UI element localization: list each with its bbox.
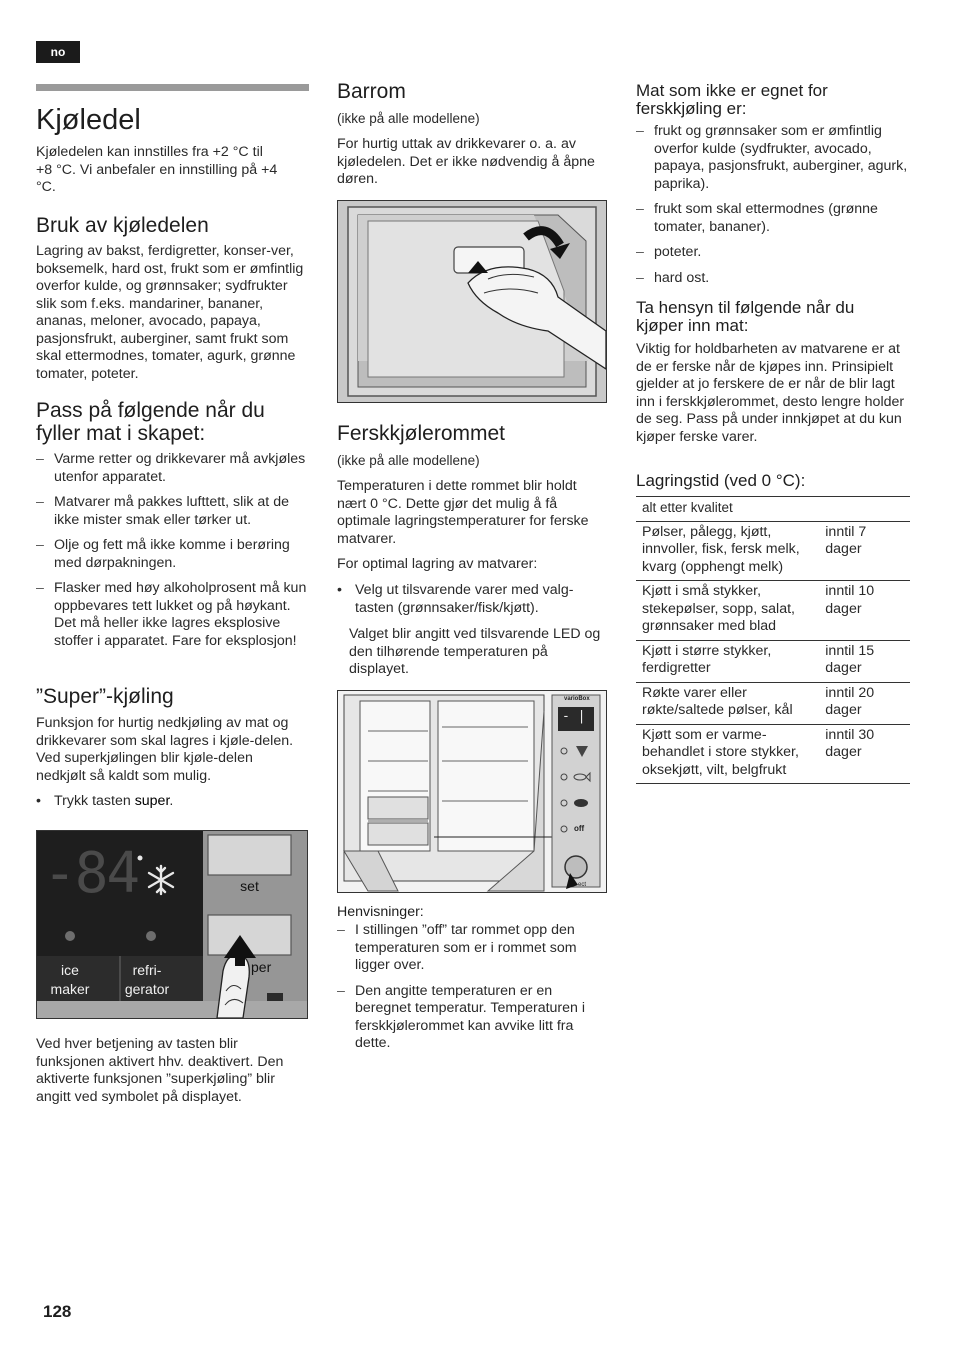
- variobox-display: - |: [562, 709, 586, 724]
- variobox-brand: varioBox: [564, 696, 590, 702]
- off-label: off: [574, 824, 585, 833]
- barrom-figure: [337, 200, 607, 403]
- fersk-bullet-list: [337, 582, 603, 625]
- set-button[interactable]: set: [240, 878, 259, 894]
- list-item: – Matvarer må pakkes lufttett, slik at de ikke mister smak eller tørker ut.: [36, 494, 308, 529]
- list-item: – I stillingen ”off” tar rommet opp den temperaturen som er i rommet som ligger over.: [337, 922, 603, 975]
- fersk-note: (ikke på alle modellene): [337, 453, 480, 468]
- intro-text: Kjøledelen kan innstilles fra +2 °C til +8 °C. Vi anbefaler en innstilling på +4 °C.: [36, 144, 278, 195]
- buy-heading: Ta hensyn til følgende når du kjøper inn mat:: [636, 298, 855, 335]
- barrom-note: (ikke på alle modellene): [337, 111, 480, 126]
- notes-list: [337, 922, 603, 1061]
- fersk-text2: For optimal lagring av matvarer:: [337, 556, 538, 572]
- list-item: • Trykk tasten super.: [36, 793, 308, 811]
- super-key-label: super: [134, 793, 170, 809]
- list-item: – poteter.: [636, 244, 908, 262]
- page-title: Kjøledel: [36, 104, 141, 136]
- panel-display-digits: -84: [43, 841, 139, 906]
- table-row: Kjøtt som er varme-behandlet i store stykker, oksekjøtt, vilt, belgfrukt inntil 30 dager: [636, 724, 910, 784]
- unsuitable-list: [636, 123, 908, 295]
- storage-table: [636, 496, 910, 784]
- select-button-label[interactable]: ect: [578, 882, 587, 888]
- list-item: – Olje og fett må ikke komme i berøring med dørpakningen.: [36, 537, 308, 572]
- list-item: – frukt som skal ettermodnes (grønne tomater, bananer).: [636, 201, 908, 236]
- control-panel-figure: [36, 830, 308, 1019]
- fersk-bullet-cont: Valget blir angitt ved tilsvarende LED og den tilhørende temperaturen på displayet.: [349, 626, 601, 677]
- super-text: Funksjon for hurtig nedkjøling av mat og drikkevarer som skal lagres i kjøle-delen. Ved superkjølingen blir kjøle-delen nedkjølt så kaldt som mulig.: [36, 715, 294, 784]
- ice-maker-label: ice maker: [50, 962, 90, 997]
- list-item: – Den angitte temperaturen er en beregnet temperatur. Temperaturen i ferskkjølerommet kan avvike litt fra dette.: [337, 983, 603, 1053]
- bruk-heading: Bruk av kjøledelen: [36, 214, 209, 237]
- pass-heading: Pass på følgende når du fyller mat i skapet:: [36, 399, 265, 445]
- after-text: Ved hver betjening av tasten blir funksjonen aktivert hhv. deaktivert. Den aktiverte funksjonen ”superkjøling” blir angitt ved symbolet på displayet.: [36, 1036, 284, 1105]
- meat-icon: [574, 799, 588, 807]
- barrom-heading: Barrom: [337, 80, 406, 103]
- list-item: • Velg ut tilsvarende varer med valg-tasten (grønnsaker/fisk/kjøtt).: [337, 582, 603, 617]
- list-item: – Varme retter og drikkevarer må avkjøles utenfor apparatet.: [36, 451, 308, 486]
- list-item: – hard ost.: [636, 270, 908, 288]
- bruk-text: Lagring av bakst, ferdigretter, konser-ver, boksemelk, hard ost, frukt som er ømfintlig overfor kulde, og grønnsaker; sydfrukter slik som f.eks. mandariner, bananer, ananas, meloner, avocado, papaya, pasjonsfrukt, auberginer, samt frukt som skal ettermodnes, tomater, agurk, grønne tomater, poteter.: [36, 243, 304, 382]
- super-bullet: [36, 793, 308, 819]
- table-header: alt etter kvalitet: [636, 497, 910, 522]
- table-row: Kjøtt i større stykker, ferdigretter inntil 15 dager: [636, 640, 910, 682]
- variobox-figure: [337, 690, 607, 893]
- barrom-text: For hurtig uttak av drikkevarer o. a. av kjøledelen. Det er ikke nødvendig å åpne døren.: [337, 136, 595, 187]
- table-row: Kjøtt i små stykker, stekepølser, sopp, salat, grønnsaker med blad inntil 10 dager: [636, 581, 910, 641]
- table-row: Pølser, pålegg, kjøtt, innvoller, fisk, fersk melk, kvarg (opphengt melk) inntil 7 dager: [636, 521, 910, 581]
- pass-list: [36, 451, 308, 658]
- notes-heading: Henvisninger:: [337, 904, 424, 920]
- buy-text: Viktig for holdbarheten av matvarene er at de er ferske når de kjøpes inn. Prinsipielt gjelder at jo ferskere de er når de blir lagt inn i ferskkjølerommet, desto lengre holder de seg. Pass på under innkjøpet at du kun kjøper ferske varer.: [636, 341, 905, 445]
- refrigerator-label: refri- gerator: [124, 962, 170, 997]
- unsuitable-heading: Mat som ikke er egnet for ferskkjøling er:: [636, 81, 828, 118]
- section-rule: [36, 84, 309, 91]
- super-heading: ”Super”-kjøling: [36, 685, 174, 708]
- list-item: – Flasker med høy alkoholprosent må kun oppbevares tett lukket og på høykant. Det må heller ikke lagres eksplosive stoffer i apparatet. Fare for eksplosjon!: [36, 580, 308, 650]
- super-button-label[interactable]: per: [251, 959, 272, 975]
- fersk-heading: Ferskkjølerommet: [337, 422, 506, 445]
- fersk-text: Temperaturen i dette rommet blir holdt nært 0 °C. Dette gjør det mulig å få optimale lagringstemperaturer for ferske matvarer.: [337, 478, 589, 547]
- list-item: – frukt og grønnsaker som er ømfintlig overfor kulde (sydfrukter, avocado, papaya, pasjonsfrukt, auberginer, agurk, paprika).: [636, 123, 908, 193]
- page-number: 128: [43, 1302, 72, 1321]
- table-row: Røkte varer eller røkte/saltede pølser, kål inntil 20 dager: [636, 682, 910, 724]
- storage-heading: Lagringstid (ved 0 °C):: [636, 471, 806, 490]
- language-tag: no: [36, 41, 80, 63]
